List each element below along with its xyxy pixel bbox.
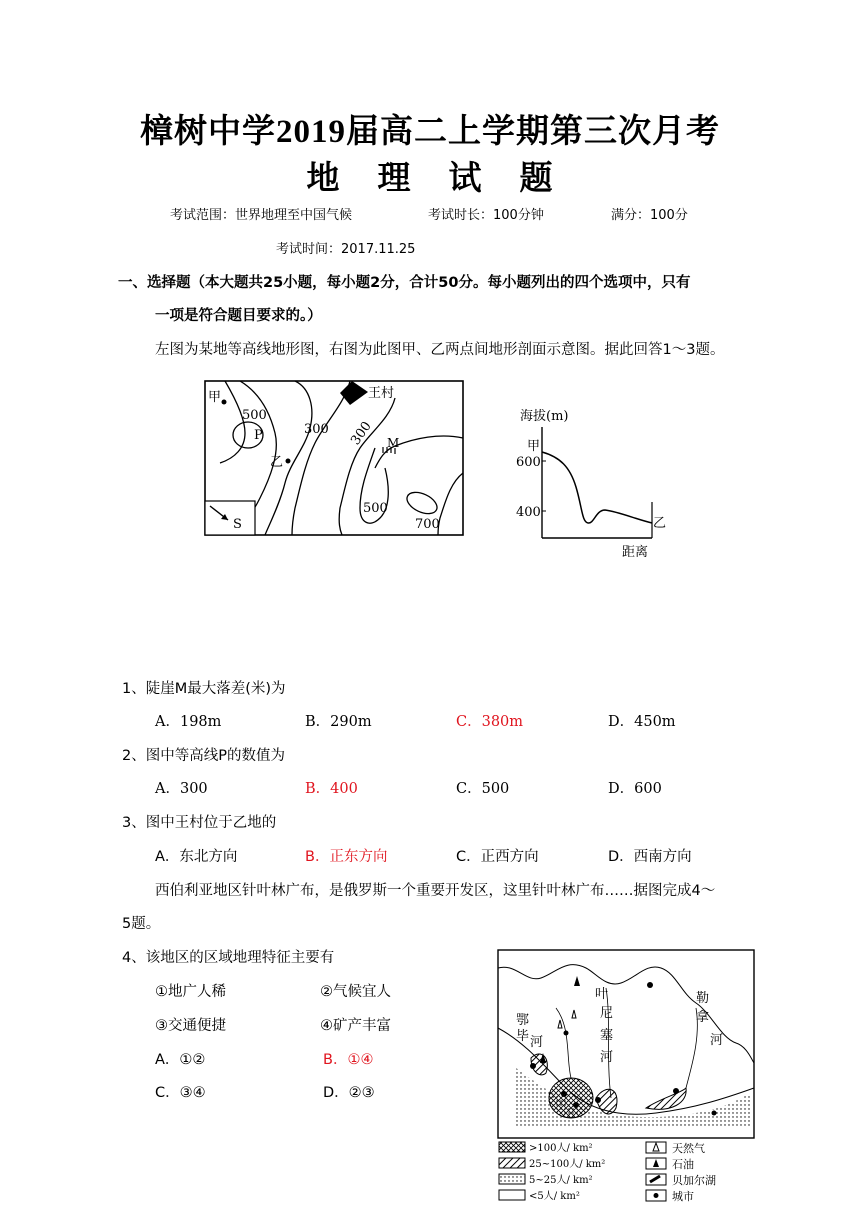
- exam-scope: 考试范围：世界地理至中国气候: [170, 208, 353, 223]
- legend-25-100: 25~100人/ km²: [529, 1159, 606, 1170]
- label-wangcun: 王村: [368, 386, 395, 401]
- q4-item-4: ④矿产丰富: [320, 1018, 391, 1034]
- legend-gas: 天然气: [672, 1142, 705, 1155]
- q4-option-b[interactable]: B．①④: [323, 1052, 374, 1068]
- city-icon: [654, 1193, 659, 1198]
- section-heading: 一、选择题（本大题共25小题，每小题2分，合计50分。每小题列出的四个选项中，只有: [118, 275, 691, 291]
- legend-5-25: 5~25人/ km²: [529, 1175, 593, 1186]
- q2-option-c[interactable]: C．500: [456, 781, 510, 797]
- legend-lt5: <5人/ km²: [529, 1191, 580, 1202]
- river-lena-1: 勒: [696, 991, 710, 1006]
- q1-option-a[interactable]: A．198m: [155, 714, 222, 730]
- q3-option-c[interactable]: C．正西方向: [456, 849, 539, 865]
- exam-duration: 考试时长：100分钟: [428, 208, 544, 223]
- q3-option-a[interactable]: A．东北方向: [155, 849, 238, 865]
- profile-jia: 甲: [527, 439, 541, 454]
- label-s: S: [233, 517, 242, 532]
- q2-option-d[interactable]: D．600: [608, 781, 662, 797]
- q4-option-d[interactable]: D．②③: [323, 1085, 375, 1101]
- q4-item-2: ②气候宜人: [320, 984, 391, 1000]
- exam-title: 樟树中学2019届高二上学期第三次月考: [140, 114, 720, 150]
- q3-option-d[interactable]: D．西南方向: [608, 849, 692, 865]
- q4-item-1: ①地广人稀: [155, 984, 226, 1000]
- profile-xlabel: 距离: [622, 545, 649, 560]
- river-yen-1: 叶: [595, 987, 609, 1002]
- tick-400: 400: [516, 505, 541, 520]
- q1-option-b[interactable]: B．290m: [305, 714, 372, 730]
- river-lena-3: 河: [710, 1033, 724, 1048]
- exam-date: 考试时间：2017.11.25: [276, 242, 416, 257]
- question-1-stem: 1、陡崖M最大落差(米)为: [122, 681, 286, 697]
- river-ob-1: 鄂: [516, 1013, 530, 1028]
- question-2-stem: 2、图中等高线P的数值为: [122, 748, 285, 764]
- contour-300-b: 300: [348, 419, 375, 448]
- river-ob-3: 河: [530, 1035, 544, 1050]
- legend-gt100: >100人/ km²: [529, 1143, 593, 1154]
- contour-500-b: 500: [363, 501, 388, 516]
- q3-option-b[interactable]: B．正东方向: [305, 849, 388, 865]
- river-yen-3: 塞: [600, 1028, 614, 1043]
- intro-text-2-cont: 5题。: [122, 916, 161, 932]
- question-4-stem: 4、该地区的区域地理特征主要有: [122, 950, 335, 966]
- river-ob-2: 毕: [516, 1029, 530, 1044]
- contour-300-a: 300: [304, 422, 329, 437]
- question-3-stem: 3、图中王村位于乙地的: [122, 815, 277, 831]
- river-yen-4: 河: [600, 1050, 614, 1065]
- legend-city: 城市: [672, 1190, 694, 1203]
- river-yen-2: 尼: [600, 1006, 614, 1021]
- tick-600: 600: [516, 455, 541, 470]
- exam-score: 满分：100分: [611, 208, 688, 223]
- legend-lake: 贝加尔湖: [672, 1174, 716, 1187]
- q4-option-a[interactable]: A．①②: [155, 1052, 206, 1068]
- label-yi: 乙: [270, 455, 284, 470]
- q2-option-a[interactable]: A．300: [155, 781, 208, 797]
- q2-option-b[interactable]: B．400: [305, 781, 358, 797]
- q4-item-3: ③交通便捷: [155, 1018, 226, 1034]
- contour-500-a: 500: [242, 408, 267, 423]
- profile-yi: 乙: [653, 516, 667, 531]
- subject-title: 地 理 试 题: [306, 161, 554, 197]
- contour-700: 700: [415, 517, 440, 532]
- q1-option-d[interactable]: D．450m: [608, 714, 676, 730]
- label-p: P: [254, 428, 263, 443]
- intro-text-1: 左图为某地等高线地形图，右图为此图甲、乙两点间地形剖面示意图。据此回答1～3题。: [155, 342, 725, 358]
- q4-option-c[interactable]: C．③④: [155, 1085, 206, 1101]
- siberia-map: [496, 948, 758, 1210]
- river-lena-2: 拿: [696, 1010, 710, 1025]
- section-heading-cont: 一项是符合题目要求的。）: [155, 308, 322, 324]
- intro-text-2: 西伯利亚地区针叶林广布，是俄罗斯一个重要开发区，这里针叶林广布……据图完成4～: [155, 883, 716, 899]
- profile-ylabel: 海拔(m): [520, 409, 569, 424]
- label-jia: 甲: [208, 390, 222, 405]
- q1-option-c[interactable]: C．380m: [456, 714, 524, 730]
- label-m: M: [387, 436, 400, 450]
- legend-oil: 石油: [672, 1158, 694, 1171]
- profile-chart: [510, 402, 670, 560]
- contour-map: [200, 378, 465, 538]
